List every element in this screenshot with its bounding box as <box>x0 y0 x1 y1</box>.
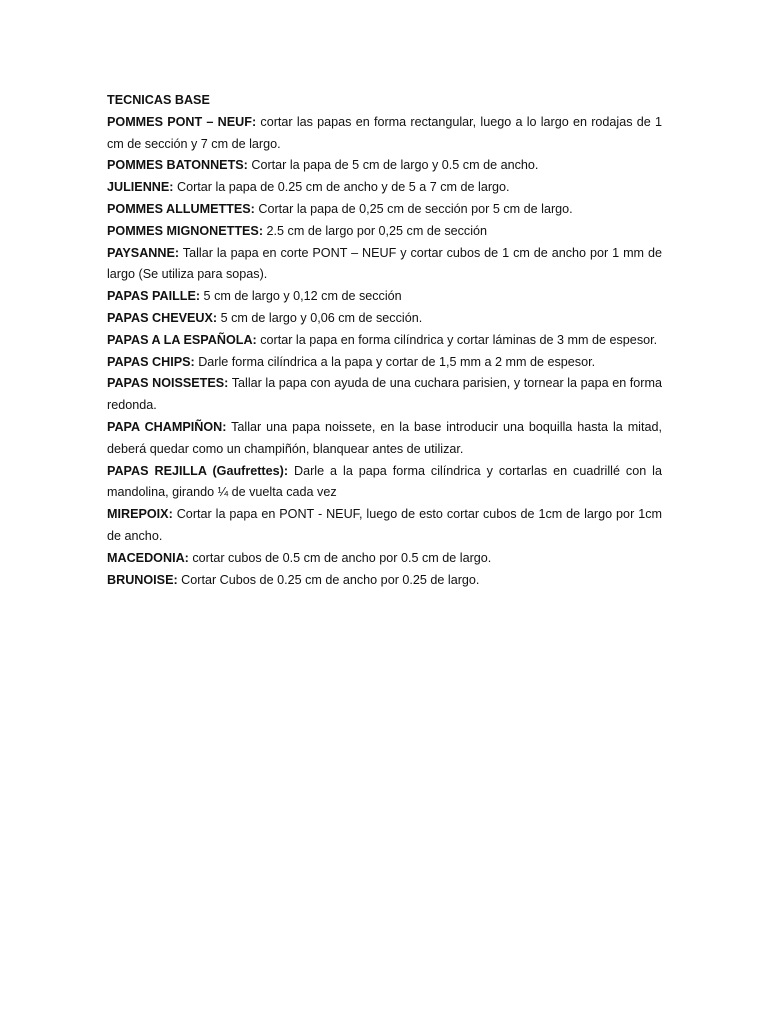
technique-description: Tallar la papa con ayuda de una cuchara parisien, y tornear la papa en forma redonda. <box>107 376 662 413</box>
technique-entry <box>107 373 662 417</box>
technique-description: cortar la papa en forma cilíndrica y cortar láminas de 3 mm de espesor. <box>256 332 658 347</box>
technique-entry <box>107 243 662 287</box>
technique-entry <box>107 155 662 177</box>
technique-entry <box>107 330 662 352</box>
technique-description: cortar cubos de 0.5 cm de ancho por 0.5 cm de largo. <box>188 550 492 565</box>
technique-term: JULIENNE: <box>107 180 174 195</box>
technique-entry <box>107 548 662 570</box>
technique-term: POMMES MIGNONETTES: <box>107 223 264 238</box>
technique-entry <box>107 286 662 308</box>
technique-description: Cortar la papa en PONT - NEUF, luego de esto cortar cubos de 1cm de largo por 1cm de ancho. <box>107 507 662 543</box>
technique-term: PAPAS NOISSETES: <box>107 376 229 391</box>
technique-term: PAYSANNE: <box>107 245 180 260</box>
technique-entry <box>107 308 662 330</box>
technique-entry <box>107 461 662 505</box>
technique-description: 2.5 cm de largo por 0,25 cm de sección <box>263 223 488 238</box>
technique-list <box>107 112 662 592</box>
technique-term: POMMES ALLUMETTES: <box>107 201 255 216</box>
technique-description: Cortar Cubos de 0.25 cm de ancho por 0.25 de largo. <box>177 572 480 587</box>
technique-term: PAPAS CHIPS: <box>107 354 195 369</box>
technique-description: Cortar la papa de 5 cm de largo y 0.5 cm de ancho. <box>247 158 539 173</box>
document-title: TECNICAS BASE <box>107 93 210 107</box>
technique-entry <box>107 221 662 243</box>
technique-description: Darle forma cilíndrica a la papa y cortar de 1,5 mm a 2 mm de espesor. <box>194 354 596 369</box>
technique-term: PAPAS REJILLA (Gaufrettes): <box>107 463 289 478</box>
technique-description: cortar las papas en forma rectangular, luego a lo largo en rodajas de 1 cm de sección y 7 cm de largo. <box>107 114 663 151</box>
technique-term: POMMES BATONNETS: <box>107 158 248 173</box>
technique-term: PAPAS A LA ESPAÑOLA: <box>107 332 257 347</box>
technique-entry <box>107 352 662 374</box>
technique-term: PAPAS PAILLE: <box>107 289 201 304</box>
technique-term: POMMES PONT – NEUF: <box>107 114 257 129</box>
document-page <box>107 90 662 591</box>
technique-entry <box>107 417 662 461</box>
technique-term: PAPAS CHEVEUX: <box>107 310 218 325</box>
technique-entry <box>107 199 662 221</box>
technique-entry <box>107 112 662 156</box>
technique-term: MACEDONIA: <box>107 550 189 565</box>
technique-term: PAPA CHAMPIÑON: <box>107 419 227 434</box>
technique-term: MIREPOIX: <box>107 507 173 522</box>
technique-term: BRUNOISE: <box>107 572 178 587</box>
technique-entry <box>107 177 662 199</box>
technique-description: Tallar una papa noissete, en la base introducir una boquilla hasta la mitad, deberá quedar como un champiñón, blanquear antes de utilizar. <box>107 419 662 456</box>
technique-description: Darle a la papa forma cilíndrica y cortarlas en cuadrillé con la mandolina, girando ¼ de vuelta cada vez <box>107 463 662 500</box>
technique-description: Cortar la papa de 0.25 cm de ancho y de 5 a 7 cm de largo. <box>173 180 510 195</box>
technique-entry <box>107 570 662 592</box>
technique-description: 5 cm de largo y 0,06 cm de sección. <box>217 310 423 325</box>
technique-description: Cortar la papa de 0,25 cm de sección por 5 cm de largo. <box>254 201 573 216</box>
technique-entry <box>107 504 662 548</box>
technique-description: Tallar la papa en corte PONT – NEUF y cortar cubos de 1 cm de ancho por 1 mm de largo (Se utiliza para sopas). <box>107 245 662 282</box>
technique-description: 5 cm de largo y 0,12 cm de sección <box>200 289 402 304</box>
